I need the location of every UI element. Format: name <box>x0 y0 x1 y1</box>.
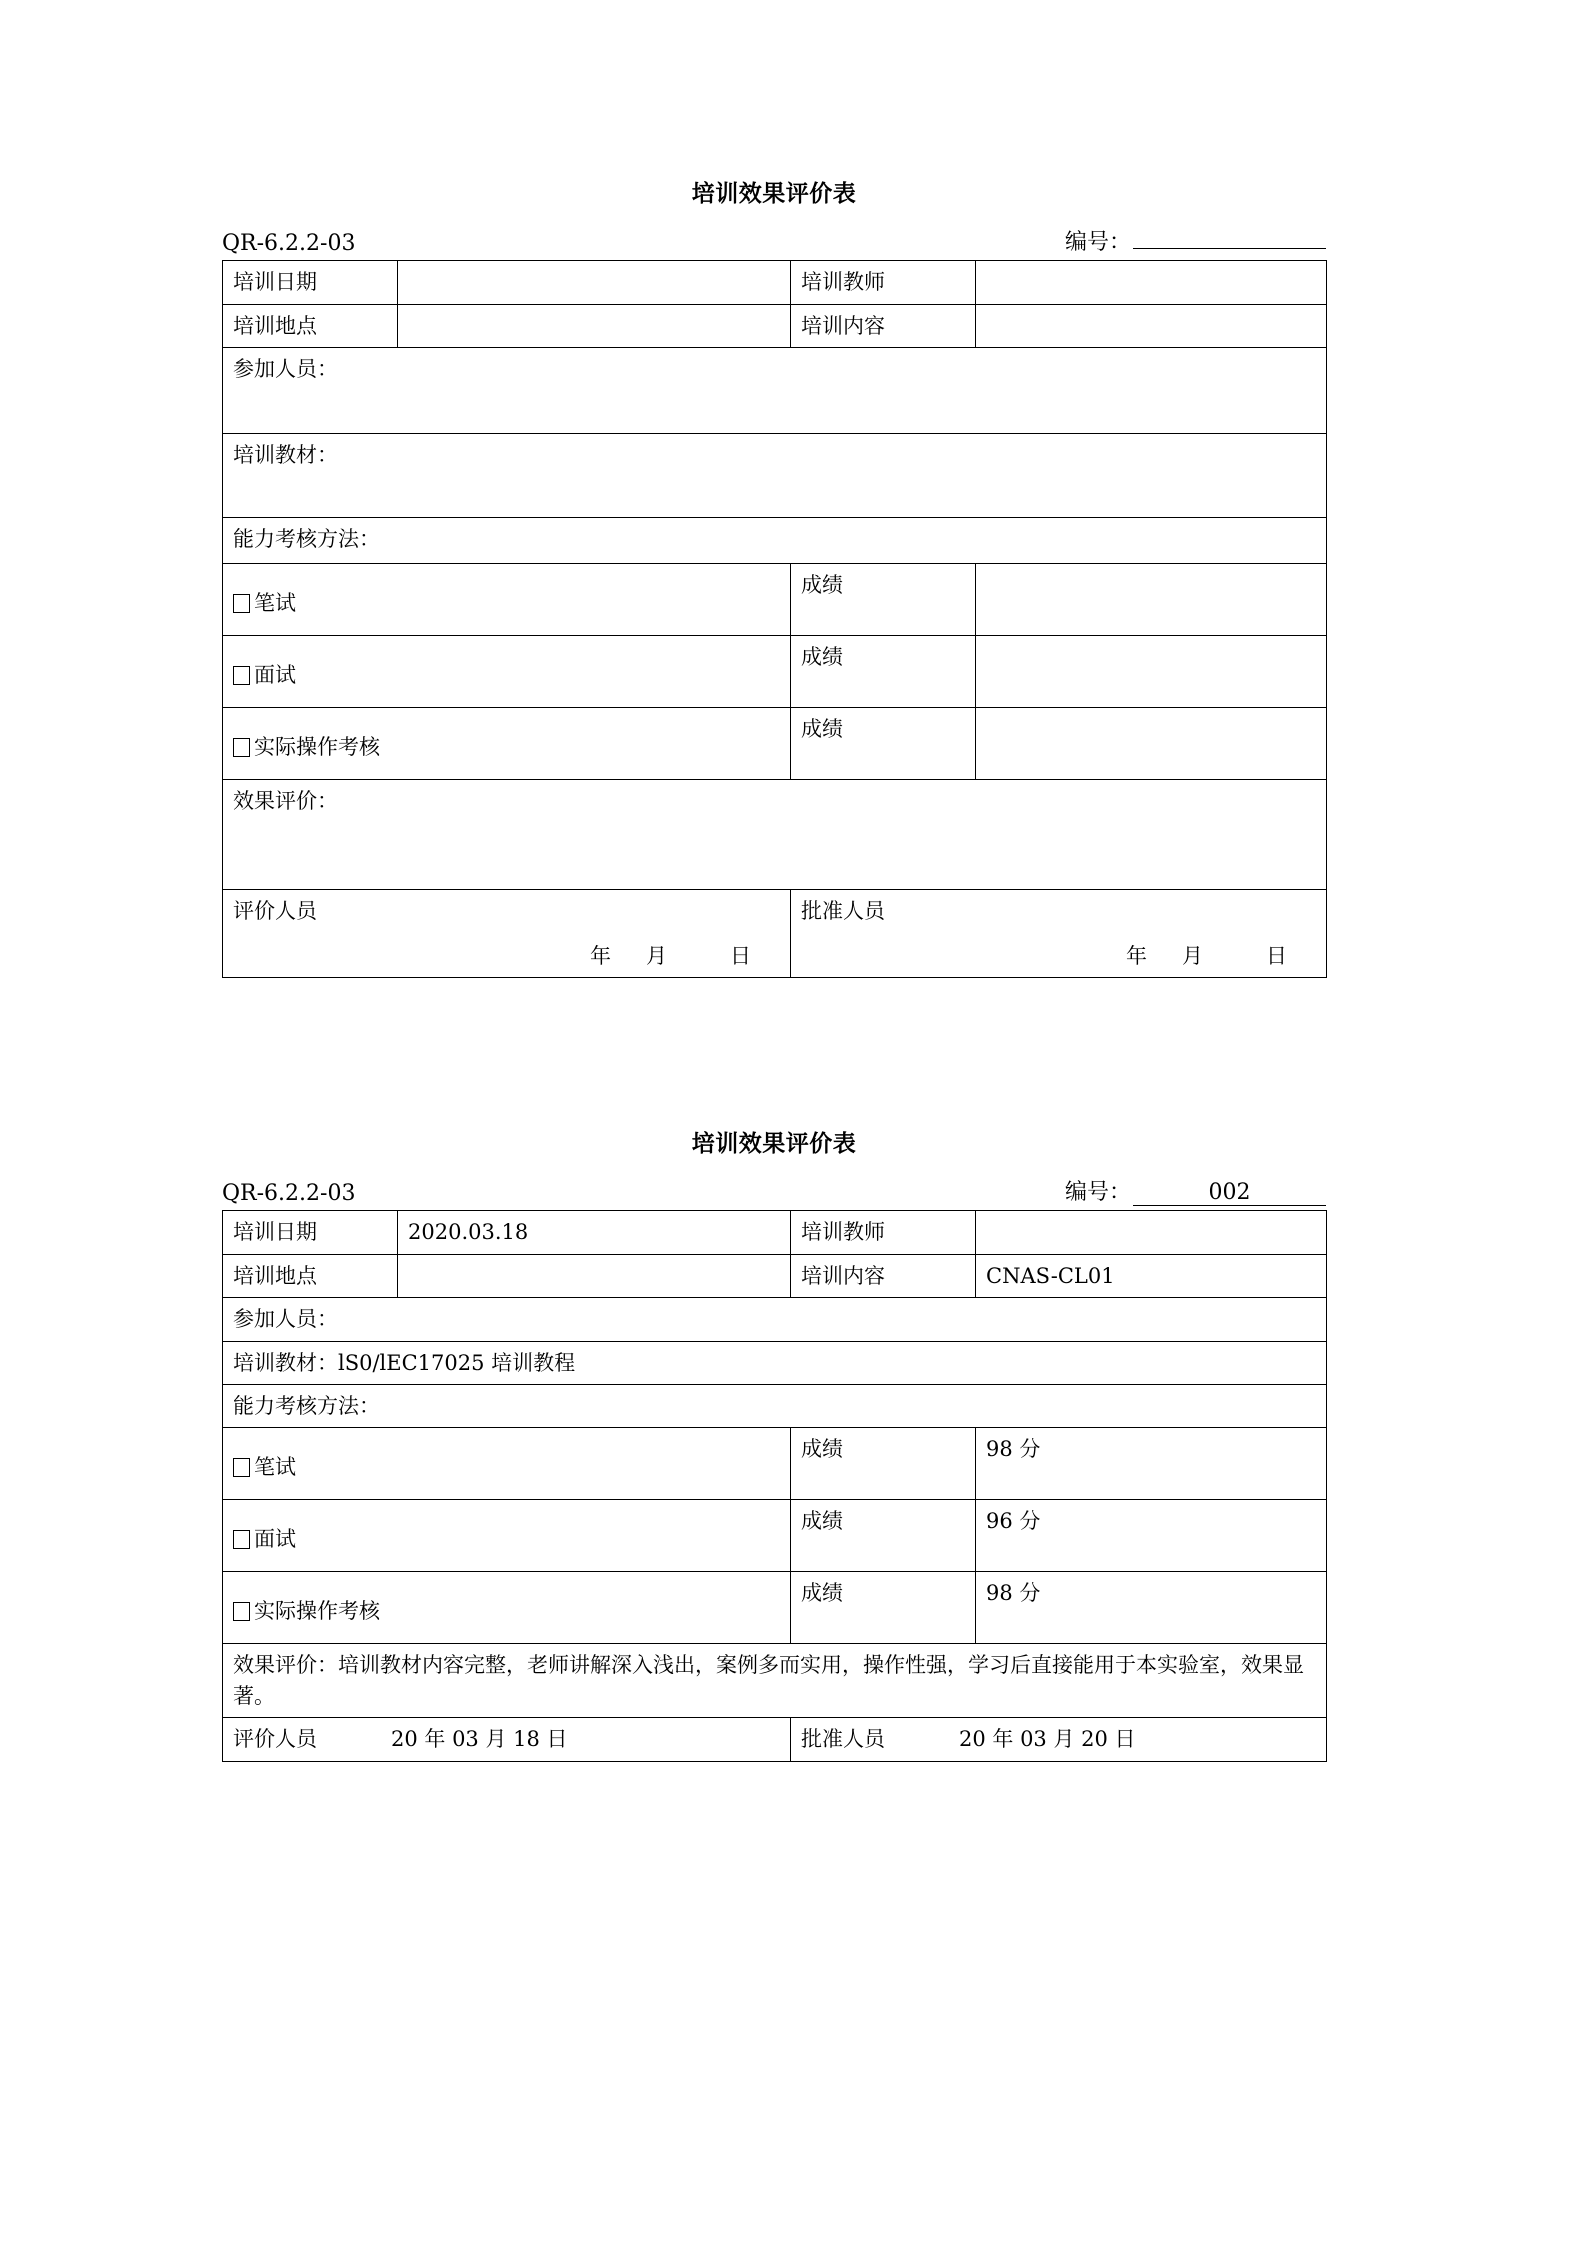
written-test-label-filled: 笔试 <box>254 1455 296 1480</box>
table-row <box>223 1718 1327 1761</box>
form-meta-row <box>222 222 1326 256</box>
checkbox-written-test-icon-filled[interactable] <box>233 1458 250 1477</box>
cell-interview-score-label: 成绩 <box>791 636 976 708</box>
cell-participants[interactable] <box>223 348 1327 434</box>
table-row <box>223 1384 1327 1427</box>
cell-effect-evaluation-filled[interactable] <box>223 1644 1327 1718</box>
table-row <box>223 1428 1327 1500</box>
cell-evaluator-filled[interactable] <box>223 1718 791 1761</box>
cell-practical-score-label-filled: 成绩 <box>791 1572 976 1644</box>
cell-training-location-label: 培训地点 <box>223 304 398 347</box>
evaluator-date[interactable]: 年 月 日 <box>590 943 758 968</box>
cell-training-content-value-filled[interactable]: CNAS-CL01 <box>976 1254 1327 1297</box>
approver-label-filled: 批准人员 <box>801 1727 885 1752</box>
cell-training-date-label: 培训日期 <box>223 261 398 304</box>
table-row <box>223 1211 1327 1254</box>
serial-number-label: 编号： <box>1064 230 1131 256</box>
table-row <box>223 1298 1327 1341</box>
cell-training-location-value[interactable] <box>398 304 791 347</box>
cell-training-content-label: 培训内容 <box>791 304 976 347</box>
cell-practical-score-value-filled[interactable]: 98 分 <box>976 1572 1327 1644</box>
checkbox-practical-test-icon[interactable] <box>233 738 250 757</box>
cell-training-content-value[interactable] <box>976 304 1327 347</box>
cell-interview-score-value[interactable] <box>976 636 1327 708</box>
approver-date[interactable]: 年 月 日 <box>1126 943 1294 968</box>
evaluation-table-blank <box>222 260 1327 978</box>
table-row <box>223 304 1327 347</box>
interview-label-filled: 面试 <box>254 1527 296 1552</box>
cell-written-score-label: 成绩 <box>791 564 976 636</box>
table-row <box>223 890 1327 978</box>
cell-assessment-method-label: 能力考核方法： <box>223 518 1327 564</box>
cell-evaluator[interactable] <box>223 890 791 978</box>
checkbox-written-test-icon[interactable] <box>233 594 250 613</box>
cell-interview-option[interactable] <box>223 636 791 708</box>
cell-interview-score-label-filled: 成绩 <box>791 1500 976 1572</box>
serial-number-field <box>1065 225 1326 256</box>
cell-training-location-value-filled[interactable] <box>398 1254 791 1297</box>
cell-practical-test-option[interactable] <box>223 708 791 780</box>
cell-written-score-label-filled: 成绩 <box>791 1428 976 1500</box>
serial-number-field-filled <box>1065 1175 1326 1206</box>
training-material-label: 培训教材： <box>233 443 338 468</box>
table-row <box>223 708 1327 780</box>
approver-date-filled[interactable]: 20 年 03 月 20 日 <box>959 1727 1136 1752</box>
cell-trainer-value-filled[interactable] <box>976 1211 1327 1254</box>
form-title-filled: 培训效果评价表 <box>691 1131 857 1157</box>
table-row <box>223 780 1327 890</box>
written-test-label: 笔试 <box>254 591 296 616</box>
evaluator-date-filled[interactable]: 20 年 03 月 18 日 <box>391 1727 568 1752</box>
cell-practical-score-value[interactable] <box>976 708 1327 780</box>
table-row <box>223 1254 1327 1297</box>
evaluation-table-filled <box>222 1210 1327 1762</box>
cell-trainer-value[interactable] <box>976 261 1327 304</box>
document-code: QR-6.2.2-03 <box>222 231 356 257</box>
evaluator-label: 评价人员 <box>233 899 317 924</box>
cell-training-date-label-filled: 培训日期 <box>223 1211 398 1254</box>
effect-evaluation-label: 效果评价： <box>233 789 338 814</box>
cell-training-content-label-filled: 培训内容 <box>791 1254 976 1297</box>
cell-written-test-option[interactable] <box>223 564 791 636</box>
serial-number-value-filled[interactable]: 002 <box>1133 1181 1326 1206</box>
cell-participants-filled[interactable] <box>223 1298 1327 1341</box>
cell-training-material-filled[interactable] <box>223 1341 1327 1384</box>
table-row <box>223 636 1327 708</box>
cell-training-date-value[interactable] <box>398 261 791 304</box>
checkbox-practical-test-icon-filled[interactable] <box>233 1602 250 1621</box>
table-row <box>223 1644 1327 1718</box>
approver-label: 批准人员 <box>801 899 885 924</box>
cell-interview-option-filled[interactable] <box>223 1500 791 1572</box>
participants-label: 参加人员： <box>233 357 338 382</box>
table-row <box>223 518 1327 564</box>
table-row <box>223 261 1327 304</box>
serial-number-label-filled: 编号： <box>1064 1180 1131 1206</box>
table-row <box>223 1500 1327 1572</box>
cell-practical-score-label: 成绩 <box>791 708 976 780</box>
training-evaluation-form-blank <box>222 178 1326 978</box>
cell-training-material[interactable] <box>223 434 1327 518</box>
effect-evaluation-label-filled: 效果评价： <box>233 1653 338 1678</box>
form-meta-row-filled <box>222 1172 1326 1206</box>
cell-assessment-method-label-filled: 能力考核方法： <box>223 1384 1327 1427</box>
table-row <box>223 564 1327 636</box>
participants-label-filled: 参加人员： <box>233 1307 338 1332</box>
cell-written-score-value[interactable] <box>976 564 1327 636</box>
practical-test-label: 实际操作考核 <box>254 735 380 760</box>
cell-approver[interactable] <box>791 890 1327 978</box>
serial-number-value[interactable] <box>1133 247 1326 249</box>
cell-trainer-label-filled: 培训教师 <box>791 1211 976 1254</box>
cell-written-test-option-filled[interactable] <box>223 1428 791 1500</box>
practical-test-label-filled: 实际操作考核 <box>254 1599 380 1624</box>
table-row <box>223 434 1327 518</box>
table-row <box>223 348 1327 434</box>
document-code-filled: QR-6.2.2-03 <box>222 1181 356 1207</box>
checkbox-interview-icon-filled[interactable] <box>233 1530 250 1549</box>
form-title: 培训效果评价表 <box>691 181 857 207</box>
effect-evaluation-value-filled: 培训教材内容完整，老师讲解深入浅出，案例多而实用，操作性强，学习后直接能用于本实验室，效果显著。 <box>233 1653 1304 1708</box>
training-material-label-filled: 培训教材： <box>233 1350 338 1375</box>
cell-approver-filled[interactable] <box>791 1718 1327 1761</box>
cell-interview-score-value-filled[interactable]: 96 分 <box>976 1500 1327 1572</box>
cell-effect-evaluation[interactable] <box>223 780 1327 890</box>
cell-practical-test-option-filled[interactable] <box>223 1572 791 1644</box>
table-row <box>223 1572 1327 1644</box>
cell-written-score-value-filled[interactable]: 98 分 <box>976 1428 1327 1500</box>
interview-label: 面试 <box>254 663 296 688</box>
cell-training-location-label-filled: 培训地点 <box>223 1254 398 1297</box>
checkbox-interview-icon[interactable] <box>233 666 250 685</box>
training-evaluation-form-filled <box>222 1128 1326 1762</box>
evaluator-label-filled: 评价人员 <box>233 1727 317 1752</box>
table-row <box>223 1341 1327 1384</box>
training-material-value-filled: lS0/lEC17025 培训教程 <box>338 1350 576 1375</box>
cell-training-date-value-filled[interactable]: 2020.03.18 <box>398 1211 791 1254</box>
cell-trainer-label: 培训教师 <box>791 261 976 304</box>
